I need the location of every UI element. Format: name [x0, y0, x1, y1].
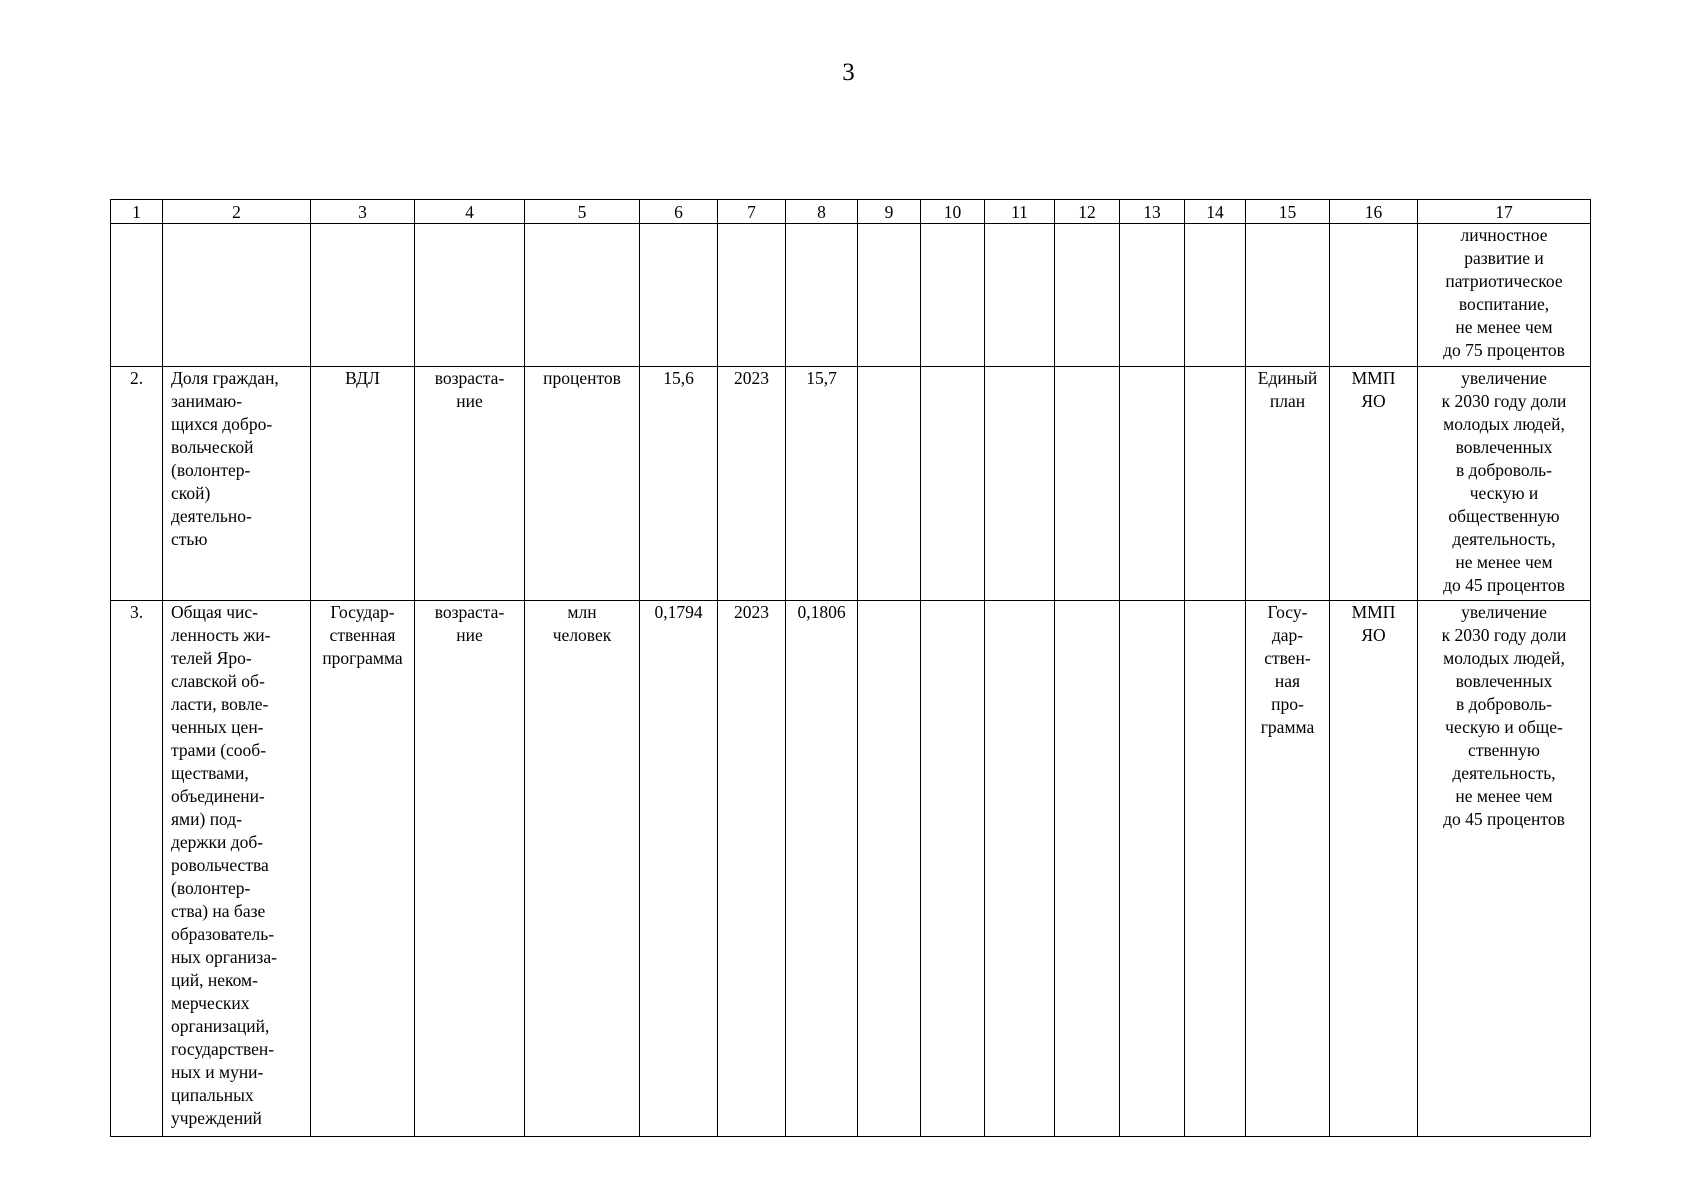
cell-trend: возраста- ние	[415, 367, 525, 601]
page-number: 3	[842, 59, 855, 86]
cell-value-8: 0,1806	[786, 601, 858, 1137]
cell-col-13	[1120, 601, 1185, 1137]
cell-responsible: ММП ЯО	[1330, 367, 1418, 601]
cell-col-12	[1055, 367, 1120, 601]
header-row	[111, 200, 1591, 224]
cell-empty	[786, 224, 858, 367]
cell-col-11	[985, 601, 1055, 1137]
header-col-1: 1	[111, 200, 163, 224]
cell-empty	[415, 224, 525, 367]
header-col-16: 16	[1330, 200, 1418, 224]
table-row	[111, 367, 1591, 601]
cell-empty	[1120, 224, 1185, 367]
cell-empty	[1055, 224, 1120, 367]
cell-base-value: 0,1794	[640, 601, 718, 1137]
cell-indicator-name: Общая чис- ленность жи- телей Яро- славской об- ласти, вовле- ченных цен- трами (сооб- ществами, объединени- ями) под- держки доб- ровольчества (волонтер- ства) на базе образователь- ных организа- ций, неком- мерческих организаций, государствен- ных и муни- ципальных учреждений	[163, 601, 311, 1137]
cell-document: Единый план	[1246, 367, 1330, 601]
header-col-2: 2	[163, 200, 311, 224]
cell-col-10	[921, 367, 985, 601]
cell-value-8: 15,7	[786, 367, 858, 601]
header-col-8: 8	[786, 200, 858, 224]
cell-indicator-name: Доля граждан, занимаю- щихся добро- вольческой (волонтер- ской) деятельно- стью	[163, 367, 311, 601]
cell-empty	[163, 224, 311, 367]
cell-empty	[1330, 224, 1418, 367]
cell-document: Госу- дар- ствен- ная про- грамма	[1246, 601, 1330, 1137]
header-col-9: 9	[858, 200, 921, 224]
cell-empty	[858, 224, 921, 367]
cell-trend: возраста- ние	[415, 601, 525, 1137]
cell-base-year: 2023	[718, 601, 786, 1137]
cell-col-14	[1185, 367, 1246, 601]
cell-empty	[640, 224, 718, 367]
header-col-5: 5	[525, 200, 640, 224]
cell-empty	[1185, 224, 1246, 367]
header-col-11: 11	[985, 200, 1055, 224]
cell-goal: увеличение к 2030 году доли молодых людей, вовлеченных в доброволь- ческую и общественную деятельность, не менее чем до 45 процентов	[1418, 367, 1591, 601]
cell-goal-continuation: личностное развитие и патриотическое воспитание, не менее чем до 75 процентов	[1418, 224, 1591, 367]
cell-col-11	[985, 367, 1055, 601]
header-col-13: 13	[1120, 200, 1185, 224]
header-col-4: 4	[415, 200, 525, 224]
cell-empty	[985, 224, 1055, 367]
cell-base-value: 15,6	[640, 367, 718, 601]
cell-level: ВДЛ	[311, 367, 415, 601]
cell-level: Государ- ственная программа	[311, 601, 415, 1137]
cell-col-9	[858, 601, 921, 1137]
header-col-14: 14	[1185, 200, 1246, 224]
cell-col-10	[921, 601, 985, 1137]
cell-col-12	[1055, 601, 1120, 1137]
table-row-continuation	[111, 224, 1591, 367]
cell-responsible: ММП ЯО	[1330, 601, 1418, 1137]
header-col-15: 15	[1246, 200, 1330, 224]
header-col-3: 3	[311, 200, 415, 224]
cell-number: 3.	[111, 601, 163, 1137]
cell-empty	[1246, 224, 1330, 367]
cell-col-9	[858, 367, 921, 601]
header-col-10: 10	[921, 200, 985, 224]
cell-empty	[111, 224, 163, 367]
header-col-7: 7	[718, 200, 786, 224]
cell-unit: млн человек	[525, 601, 640, 1137]
cell-col-14	[1185, 601, 1246, 1137]
cell-empty	[525, 224, 640, 367]
cell-col-13	[1120, 367, 1185, 601]
header-col-12: 12	[1055, 200, 1120, 224]
cell-base-year: 2023	[718, 367, 786, 601]
indicators-table	[110, 199, 1591, 1137]
cell-empty	[718, 224, 786, 367]
cell-empty	[311, 224, 415, 367]
table-row	[111, 601, 1591, 1137]
header-col-6: 6	[640, 200, 718, 224]
cell-goal: увеличение к 2030 году доли молодых людей, вовлеченных в доброволь- ческую и обще- ственную деятельность, не менее чем до 45 процентов	[1418, 601, 1591, 1137]
header-col-17: 17	[1418, 200, 1591, 224]
cell-number: 2.	[111, 367, 163, 601]
cell-unit: процентов	[525, 367, 640, 601]
cell-empty	[921, 224, 985, 367]
